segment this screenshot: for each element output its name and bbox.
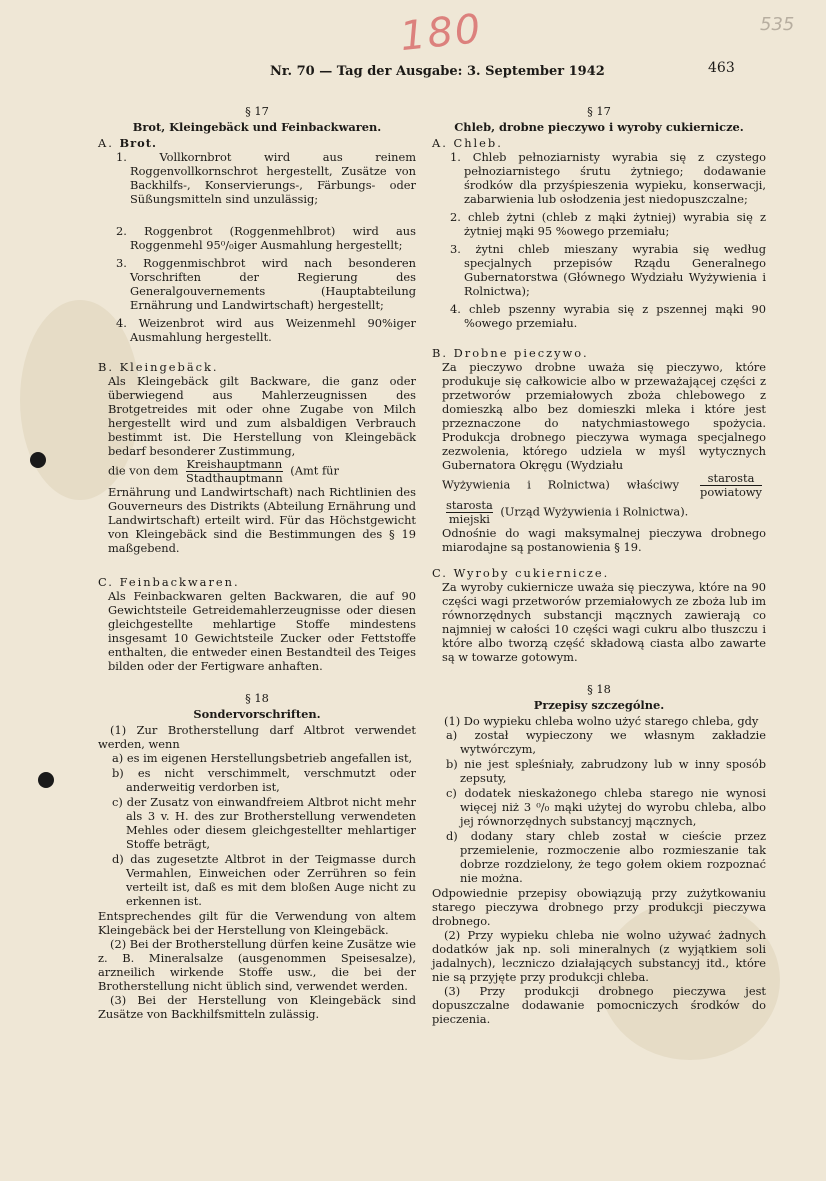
list-item: a) został wypieczony we własnym zakładzie wytwórczym, (446, 728, 766, 756)
list-item: c) dodatek nieskażonego chleba starego nie wynosi więcej niż 3 ⁰/₀ mąki użytej do wyrobu chleba, albo jej równorzędnych substancyj mącznych, (446, 786, 766, 828)
page-number: 463 (708, 60, 735, 76)
punch-hole (38, 772, 54, 788)
section-heading: § 18 (587, 682, 611, 696)
list-item: d) das zugesetzte Altbrot in der Teigmasse durch Vermahlen, Einweichen oder Zerrühren so fein verteilt ist, daß es mit dem bloßen Auge nicht zu erkennen ist. (112, 852, 416, 908)
list-a (98, 150, 416, 344)
section-title: Chleb, drobne pieczywo i wyroby cukiernicze. (454, 120, 744, 134)
section-heading: § 18 (245, 691, 269, 705)
list-item: d) dodany stary chleb został w cieście przez przemielenie, rozmoczenie albo rozmieszanie tak dobrze rozdzielony, że tego gołem okiem rozpoznać nie można. (446, 829, 766, 885)
authority-fraction: $\frac{\text{starosta}}{\text{powiatowy}}$ (700, 471, 762, 499)
paragraph: Za wyroby cukiernicze uważa się pieczywa, które na 90 części wagi przetworów przemiałowych ze zboża lub im równorzędnych substancji mącznych zawierają co najmniej w całości 10 części wagi cukru albo tłuszczu i które albo tworzą część składową ciasta albo zawarte są w towarze gotowym. (442, 580, 766, 664)
paragraph: Za pieczywo drobne uważa się pieczywo, które produkuje się całkowicie albo w przeważającej części z przetworów przemiałowych zboża chlebowego z domieszką albo bez domieszki mleka i które jest przeznaczone do natychmiastowego spożycia. Produkcja drobnego pieczywa wymaga specjalnego zezwolenia, którego udziela w myśl wytycznych Gubernatora Okręgu (Wydziału (442, 360, 766, 472)
polish-column (432, 104, 766, 1026)
subsection-c-heading: C. Wyroby cukiernicze. (432, 566, 610, 580)
list-item: 1. Chleb pełnoziarnisty wyrabia się z czystego pełnoziarnistego śrutu żytniego; dodawanie środków dla przyśpieszenia wypieku, konserwacji, zabarwienia lub osłodzenia jest niedopuszczalne; (450, 150, 766, 206)
list-item: 4. chleb pszenny wyrabia się z pszennej mąki 90 %owego przemiału. (450, 302, 766, 330)
fraction-line: Wyżywienia i Rolnictwa) właściwy $\frac{\text{starosta}}{\text{powiatowy}}$ $\frac{\text{starosta}}{\text{miejski}}$ (Urząd Wyżywienia i Rolnictwa). (442, 471, 762, 526)
paragraph: Als Feinbackwaren gelten Backwaren, die auf 90 Gewichtsteile Getreidemahlerzeugnisse oder diesen gleichgestellte mehlartige Stoffe mindestens insgesamt 10 Gewichtsteile Zucker oder Fettstoffe enthalten, die entweder einen Bestandteil des Teiges bilden oder der Fertigware anhaften. (108, 589, 416, 673)
paragraph: Odnośnie do wagi maksymalnej pieczywa drobnego miarodajne są postanowienia § 19. (442, 526, 766, 554)
list-item: a) es im eigenen Herstellungsbetrieb angefallen ist, (112, 751, 413, 765)
list-item: 3. Roggenmischbrot wird nach besonderen Vorschriften der Regierung des Generalgouvernements (Hauptabteilung Ernährung und Landwirtschaft) hergestellt; (116, 256, 416, 312)
list-item: b) es nicht verschimmelt, verschmutzt oder anderweitig verdorben ist, (112, 766, 416, 794)
list-conditions (432, 728, 766, 885)
subsection-c-body (98, 589, 416, 673)
handwritten-number: 180 (397, 5, 485, 61)
subsection-a-heading: A. Chleb. (432, 136, 503, 150)
paragraph: Ernährung und Landwirtschaft) nach Richtlinien des Gouverneurs des Distrikts (Abteilung Ernährung und Landwirtschaft) erteilt wird. Für das Höchstgewicht von Kleingebäck sind die Bestimmungen des § 19 maßgebend. (108, 485, 416, 555)
german-column (98, 104, 416, 1021)
punch-hole (30, 452, 46, 468)
paragraph: (1) Do wypieku chleba wolno użyć starego chleba, gdy (444, 714, 759, 728)
list-item: b) nie jest spleśniały, zabrudzony lub w inny sposób zepsuty, (446, 757, 766, 785)
subsection-b-body (98, 374, 416, 555)
paragraph: Als Kleingebäck gilt Backware, die ganz oder überwiegend aus Mahlerzeugnissen des Brotgetreides mit oder ohne Zugabe von Milch hergestellt wird und zum alsbaldigen Verbrauch bestimmt ist. Die Herstellung von Kleingebäck bedarf besonderer Zustimmung, (108, 374, 416, 458)
paragraph: Entsprechendes gilt für die Verwendung von altem Kleingebäck bei der Herstellung von Kleingebäck. (98, 909, 416, 937)
list-item: 2. chleb żytni (chleb z mąki żytniej) wyrabia się z żytniej mąki 95 %owego przemiału; (450, 210, 766, 238)
section-heading: § 17 (587, 104, 611, 118)
subsection-b-heading: B. Kleingebäck. (98, 360, 219, 374)
subsection-c-heading: C. Feinbackwaren. (98, 575, 240, 589)
subsection-b-heading: B. Drobne pieczywo. (432, 346, 589, 360)
paragraph: (3) Bei der Herstellung von Kleingebäck sind Zusätze von Backhilfsmitteln zulässig. (98, 993, 416, 1021)
paragraph: (1) Zur Brotherstellung darf Altbrot verwendet werden, wenn (98, 723, 416, 751)
subsection-b-body (432, 360, 766, 554)
fraction-line: die von dem $\frac{\text{Kreishauptmann}}{\text{Stadthauptmann}}$ (Amt für (108, 457, 339, 485)
list-conditions (98, 751, 416, 908)
list-item: 1. Vollkornbrot wird aus reinem Roggenvollkornschrot hergestellt, Zusätze von Backhilfs-, Konservierungs-, Färbungs- oder Süßungsmitteln sind unzulässig; (116, 150, 416, 206)
list-item: 4. Weizenbrot wird aus Weizenmehl 90%iger Ausmahlung hergestellt. (116, 316, 416, 344)
page-header: Nr. 70 — Tag der Ausgabe: 3. September 1942 (270, 64, 605, 79)
authority-fraction: $\frac{\text{Kreishauptmann}}{\text{Stadthauptmann}}$ (186, 457, 283, 485)
pencil-number: 535 (760, 14, 795, 35)
subsection-a-heading: A. Brot. (98, 136, 157, 150)
list-item: 3. żytni chleb mieszany wyrabia się według specjalnych przepisów Rządu Generalnego Gubernatorstwa (Głównego Wydziału Wyżywienia i Rolnictwa); (450, 242, 766, 298)
paragraph: (2) Przy wypieku chleba nie wolno używać żadnych dodatków jak np. soli mineralnych (z wyjątkiem soli jadalnych), leczniczo działających substancyj itd., które nie są przyjęte przy produkcji chleba. (432, 928, 766, 984)
section-title: Sondervorschriften. (193, 707, 321, 721)
paragraph: Odpowiednie przepisy obowiązują przy zużytkowaniu starego pieczywa drobnego przy produkcji pieczywa drobnego. (432, 886, 766, 928)
authority-fraction: $\frac{\text{starosta}}{\text{miejski}}$ (446, 498, 493, 526)
paragraph: (3) Przy produkcji drobnego pieczywa jest dopuszczalne dodawanie pomocniczych środków do pieczenia. (432, 984, 766, 1026)
paragraph: (2) Bei der Brotherstellung dürfen keine Zusätze wie z. B. Mineralsalze (ausgenommen Speisesalze), arzneilich wirkende Stoffe usw., die bei der Brotherstellung nicht üblich sind, verwendet werden. (98, 937, 416, 993)
section-title: Przepisy szczególne. (533, 698, 665, 712)
section-title: Brot, Kleingebäck und Feinbackwaren. (132, 120, 382, 134)
subsection-c-body (432, 580, 766, 664)
section-heading: § 17 (245, 104, 269, 118)
list-item: 2. Roggenbrot (Roggenmehlbrot) wird aus Roggenmehl 95⁰/₀iger Ausmahlung hergestellt; (116, 224, 416, 252)
list-item: c) der Zusatz von einwandfreiem Altbrot nicht mehr als 3 v. H. des zur Brotherstellung verwendeten Mehles oder diesem gleichgestellter mehlartiger Stoffe beträgt, (112, 795, 416, 851)
list-a (432, 150, 766, 330)
